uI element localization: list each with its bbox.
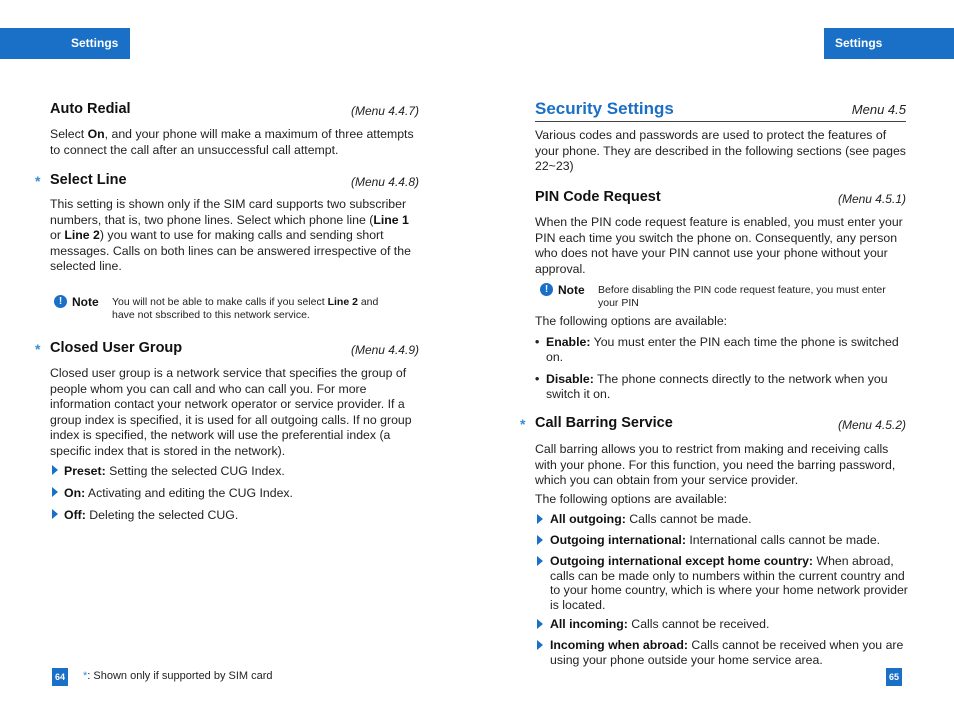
bullet-triangle-icon	[52, 509, 58, 519]
select-line-text: This setting is shown only if the SIM card supports two subscriber numbers, that is, two phone lines. Select which phone line (Line 1 or Line 2) you want to use for making calls and sending short messages. Calls on both lines can be answered irrespective of the selected line.	[50, 197, 411, 274]
security-settings-text: Various codes and passwords are used to protect the features of your phone. They are described in the following sections (see pages 22~23)	[535, 128, 906, 174]
sim-only-star-icon: *	[520, 416, 526, 432]
bullet-triangle-icon	[52, 487, 58, 497]
bullet-triangle-icon	[537, 535, 543, 545]
sim-only-star-icon: *	[35, 173, 41, 189]
call-barring-options-intro: The following options are available:	[535, 492, 728, 506]
pin-code-request-text: When the PIN code request feature is enabled, you must enter your PIN each time you switch the phone on. Consequently, any person who does not have your PIN cannot use your phone without your approval.	[535, 215, 903, 276]
note-label: Note	[558, 283, 585, 297]
footnote: *: Shown only if supported by SIM card	[83, 670, 273, 682]
auto-redial-text: Select On, and your phone will make a maximum of three attempts to connect the call after an unsuccessful call attempt.	[50, 127, 414, 157]
pin-code-request-menu-ref: (Menu 4.5.1)	[837, 192, 906, 206]
note-exclamation-icon: !	[540, 283, 553, 296]
cug-item-on: On: Activating and editing the CUG Index.	[64, 486, 293, 500]
security-settings-heading: Security Settings	[535, 99, 674, 118]
call-barring-heading: Call Barring Service	[535, 415, 673, 431]
bullet-dot-icon: •	[535, 372, 540, 386]
barring-item-outgoing-international: Outgoing international: International calls cannot be made.	[550, 533, 881, 547]
barring-item-outgoing-international-except-home: Outgoing international except home country: When abroad, calls can be made only to numbers within the current country and to your home country, which is where your home network provider is located.	[550, 554, 908, 612]
cug-item-off: Off: Deleting the selected CUG.	[64, 508, 239, 522]
bullet-triangle-icon	[537, 640, 543, 650]
cug-item-preset: Preset: Setting the selected CUG Index.	[64, 464, 285, 478]
auto-redial-heading: Auto Redial	[50, 101, 131, 117]
pin-code-request-heading: PIN Code Request	[535, 189, 661, 205]
note-text: You will not be able to make calls if you select Line 2 and have not sbscribed to this network service.	[112, 296, 379, 321]
pin-options-intro: The following options are available:	[535, 314, 728, 328]
pin-option-disable: Disable: The phone connects directly to the network when you switch it on.	[546, 372, 888, 401]
auto-redial-menu-ref: (Menu 4.4.7)	[350, 104, 419, 118]
note-exclamation-icon: !	[54, 295, 67, 308]
header-tab-right: Settings	[824, 28, 954, 59]
select-line-menu-ref: (Menu 4.4.8)	[350, 175, 419, 189]
bullet-dot-icon: •	[535, 335, 540, 349]
heading-divider	[535, 121, 906, 122]
barring-item-incoming-when-abroad: Incoming when abroad: Calls cannot be received when you are using your phone outside your home service area.	[550, 638, 904, 667]
barring-item-all-outgoing: All outgoing: Calls cannot be made.	[550, 512, 752, 526]
note-label: Note	[72, 295, 99, 309]
bullet-triangle-icon	[52, 465, 58, 475]
sim-only-star-icon: *	[35, 341, 41, 357]
closed-user-group-heading: Closed User Group	[50, 340, 183, 356]
sim-only-star-icon: *	[83, 670, 88, 682]
bullet-triangle-icon	[537, 556, 543, 566]
closed-user-group-text: Closed user group is a network service that specifies the group of people whom you can call and who can call you. For more information contact your network operator or service provider. If a group index is specified, it is used for all outgoing calls. If no group index is specified, the network will use the preferential index (a specific index that is stored in the network).	[50, 366, 412, 458]
bullet-triangle-icon	[537, 514, 543, 524]
page-number-left: 64	[52, 668, 68, 686]
security-settings-menu-ref: Menu 4.5	[851, 102, 906, 117]
page-number-right: 65	[886, 668, 902, 686]
barring-item-all-incoming: All incoming: Calls cannot be received.	[550, 617, 770, 631]
select-line-heading: Select Line	[50, 172, 127, 188]
closed-user-group-menu-ref: (Menu 4.4.9)	[350, 343, 419, 357]
call-barring-text: Call barring allows you to restrict from making and receiving calls with your phone. For this function, you need the barring password, which you can obtain from your service provider.	[535, 442, 896, 488]
pin-note-text: Before disabling the PIN code request feature, you must enter your PIN	[598, 284, 886, 309]
bullet-triangle-icon	[537, 619, 543, 629]
header-tab-left: Settings	[0, 28, 130, 59]
pin-option-enable: Enable: You must enter the PIN each time the phone is switched on.	[546, 335, 899, 364]
call-barring-menu-ref: (Menu 4.5.2)	[837, 418, 906, 432]
